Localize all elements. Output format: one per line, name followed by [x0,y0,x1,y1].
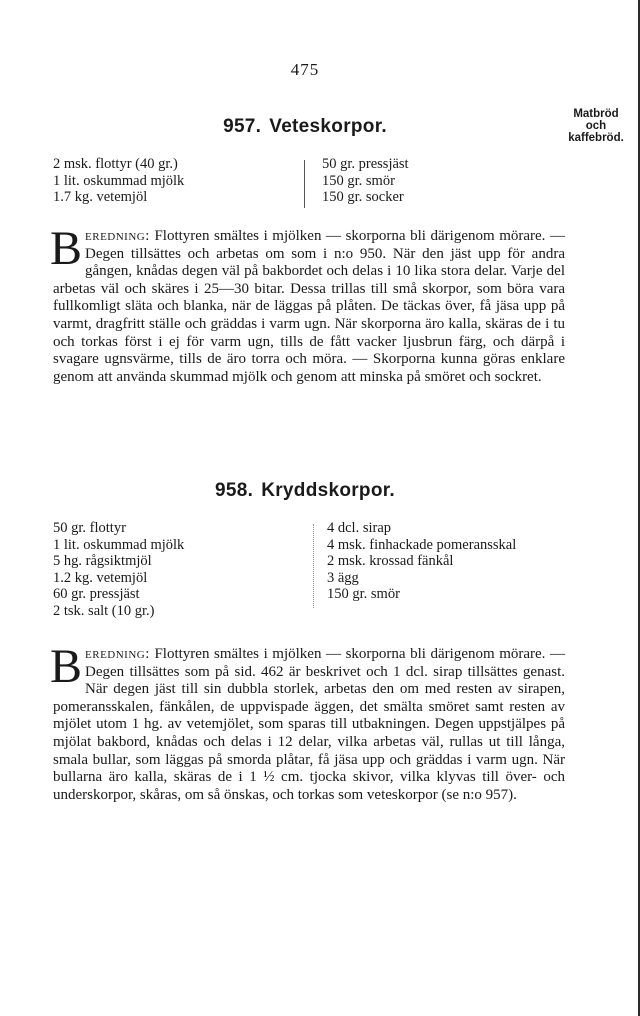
recipe-957-title [0,116,610,138]
ingredients-right [322,156,409,206]
recipe-958-title [0,480,610,502]
ingredient: 2 msk. flottyr (40 gr.) [53,156,178,172]
ingredient: 50 gr. pressjäst [322,156,409,172]
ingredient: 60 gr. pressjäst [53,586,140,602]
ingredients-left [53,520,184,619]
ingredient: 150 gr. smör [322,172,395,189]
recipe-number: 957. [223,116,262,137]
recipe-name: Veteskorpor. [269,116,387,137]
ingredient: 3 ägg [327,569,359,586]
page-number: 475 [290,60,320,79]
ingredient: 150 gr. smör [327,586,400,602]
ingredient: 150 gr. socker [322,189,404,205]
section-tag-line-3: kaffebröd. [568,132,624,144]
ingredient: 2 tsk. salt (10 gr.) [53,602,155,619]
ingredients-right [327,520,516,603]
ingredient: 1.7 kg. vetemjöl [53,189,148,205]
ingredient: 5 hg. rågsiktmjöl [53,553,152,569]
ingredient: 1 lit. oskummad mjölk [53,172,185,189]
ingredients-left [53,156,184,206]
ingredients-divider [304,160,305,208]
section-tag-line-1: Matbröd [573,108,619,120]
ingredient: 4 dcl. sirap [327,520,392,536]
ingredient: 2 msk. krossad fänkål [327,553,454,569]
recipe-name: Kryddskorpor. [261,480,395,501]
drop-cap: B [50,222,83,275]
recipe-957-method [50,222,565,386]
recipe-958-method [50,640,565,804]
drop-cap: B [50,640,83,693]
ingredient: 1 lit. oskummad mjölk [53,536,185,553]
ingredient: 50 gr. flottyr [53,520,126,536]
recipe-number: 958. [215,480,254,501]
method-text: Flottyren smältes i mjölken — skorporna bli därigenom mörare. — Degen tillsättes som på sid. 462 är beskrivet och 1 dcl. sirap tillsättes genast. När degen jäst till sin dubbla storlek, arbetas den om med resten av sirapen, pomeransskalen, fänkålen, de uppvispade äggen, det smälta smöret samt resten av mjölet utom 1 hg. av vetemjölet, som sparas till utbakningen. Degen uppstjälpes på mjölat bakbord, knådas och delas i 12 delar, vilka arbetas väl, rullas ut till långa, smala bullar, som läggas på smorda plåtar, få jäsa upp och gräddas i varm ugn. När bullarna äro kalla, skäras de i 1 ½ cm. tjocka skivor, vilka klyvas till över- och underskorpor, skåras, om så önskas, och torkas som veteskorpor (se n:o 957). [53,646,565,803]
method-lead: eredning: [85,228,150,244]
method-lead: eredning: [85,646,150,662]
ingredient: 1.2 kg. vetemjöl [53,569,148,586]
section-tag-line-2: och [585,120,607,132]
ingredients-divider [313,524,314,608]
method-text: Flottyren smältes i mjölken — skorporna bli därigenom mörare. — Degen tillsättes och arbetas om som i n:o 950. När den jäst upp för andra gången, knådas degen väl på bakbordet och delas i 10 lika stora delar. Varje del arbetas väl och skäres i 25—30 bitar. Dessa trillas till små skorpor, som böra vara fullkomligt släta och blanka, när de läggas på plåten. De täckas över, få jäsa upp på varmt, dragfritt ställe och gräddas i varm ugn. När skorporna äro kalla, skäras de i tu och torkas först i ej för varm ugn, tills de fått vacker ljusbrun färg, och därpå i svagare ugnsvärme, tills de äro torra och möra. — Skorporna kunna göras enklare genom att använda skummad mjölk och genom att minska på smöret och sockret. [53,228,565,385]
ingredient: 4 msk. finhackade pomeransskal [327,536,517,553]
